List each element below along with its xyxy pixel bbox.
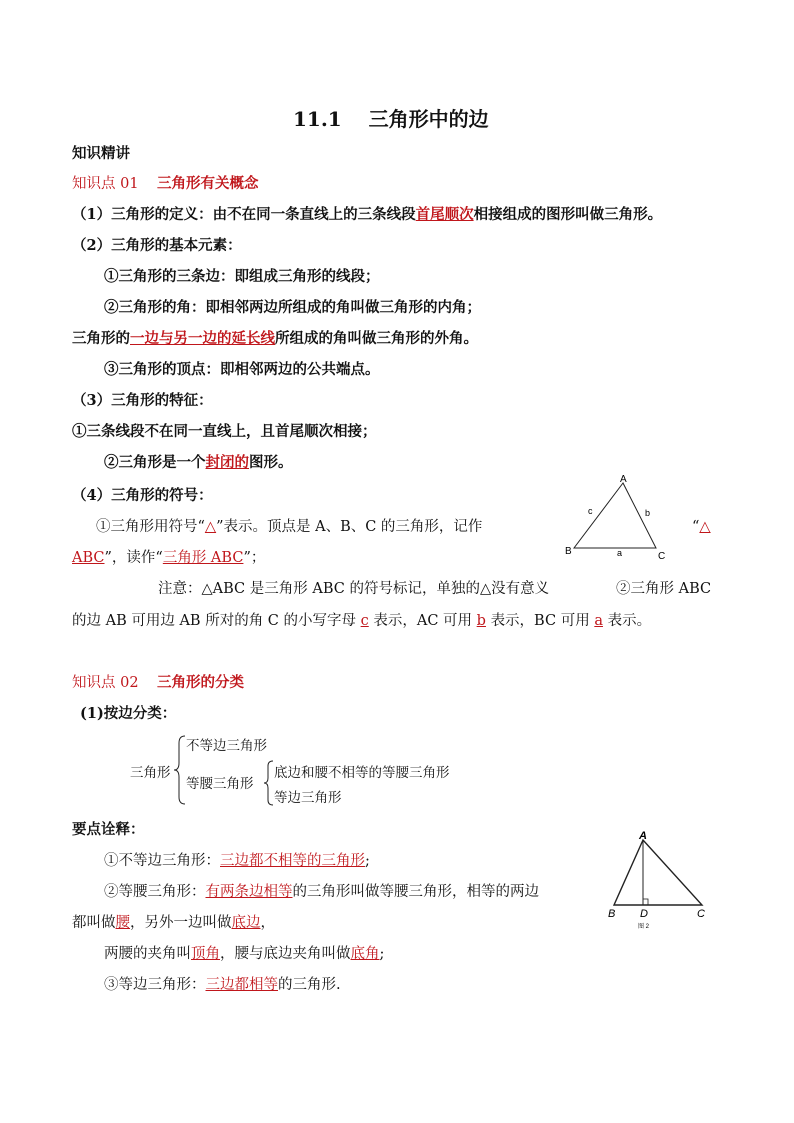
kp1-features-heading: （3）三角形的特征： <box>72 392 213 409</box>
text-fragment: 图形。 <box>249 454 293 471</box>
answer-blank: 底边 <box>231 915 261 931</box>
tree-isosceles-nonequal: 底边和腰不相等的等腰三角形 <box>274 765 450 781</box>
kp1-feature-1: ①三条线段不在同一直线上，且首尾顺次相接； <box>72 423 377 440</box>
text-fragment: ③等边三角形： <box>104 977 206 993</box>
kp1-elements-heading: （2）三角形的基本元素： <box>72 237 242 254</box>
vertex-a-label: A <box>639 830 647 842</box>
key-angles <box>104 944 384 964</box>
kp2-heading <box>72 673 244 693</box>
text-fragment: （1）三角形的定义：由不在同一条直线上的三条线段 <box>72 206 416 223</box>
vertex-c-label: C <box>658 551 666 562</box>
kp1-heading <box>72 174 259 194</box>
text-fragment: 表示。 <box>607 613 652 629</box>
side-b-label: b <box>645 508 651 518</box>
text-fragment: 表示，AC 可用 <box>373 613 473 629</box>
kp2-by-sides: (1)按边分类： <box>80 705 177 722</box>
kp1-definition <box>72 205 662 225</box>
answer-blank: 三边都不相等的三角形 <box>220 853 365 869</box>
text-fragment: 的边 AB 可用边 AB 所对的角 C 的小写字母 <box>72 613 357 629</box>
key-points-heading: 要点诠释： <box>72 821 145 838</box>
vertex-b-label: B <box>608 908 616 920</box>
text-fragment: 表示，BC 可用 <box>490 613 590 629</box>
figure-caption: 图 2 <box>638 924 650 930</box>
text-fragment: ; <box>365 853 370 869</box>
section-heading: 知识精讲 <box>72 145 130 162</box>
answer-blank: a <box>594 613 603 629</box>
answer-blank: 顶角 <box>191 946 220 962</box>
text-fragment: “ <box>692 519 700 535</box>
kp1-symbol-heading: （4）三角形的符号： <box>72 487 213 504</box>
answer-blank: △ <box>699 519 711 535</box>
tree-scalene: 不等边三角形 <box>186 738 267 754</box>
text-fragment: 的三角形. <box>278 977 341 993</box>
kp1-label: 知识点 01 <box>72 176 139 192</box>
answer-blank: b <box>476 613 486 629</box>
key-isosceles <box>104 882 539 902</box>
kp1-feature-2 <box>104 453 293 473</box>
kp1-side-notation <box>72 611 651 631</box>
tree-root: 三角形 <box>130 765 171 781</box>
kp1-element-sides: ①三角形的三条边：即组成三角形的线段； <box>104 268 380 285</box>
text-fragment: 的三角形叫做等腰三角形，相等的两边 <box>292 884 539 900</box>
answer-blank: 腰 <box>115 915 130 931</box>
kp2-label: 知识点 02 <box>72 675 139 691</box>
vertex-c-label: C <box>697 908 705 920</box>
answer-blank: 三边都相等 <box>205 977 278 993</box>
tree-isosceles: 等腰三角形 <box>186 776 254 792</box>
tree-equilateral: 等边三角形 <box>274 790 342 806</box>
key-legs <box>72 913 275 933</box>
kp1-name: 三角形有关概念 <box>157 175 259 192</box>
kp1-element-vertex: ③三角形的顶点：即相邻两边的公共端点。 <box>104 361 380 378</box>
answer-blank: c <box>360 613 369 629</box>
text-fragment: ①不等边三角形： <box>104 853 220 869</box>
text-fragment: 都叫做 <box>72 915 116 931</box>
triangle-abc-figure <box>560 470 676 564</box>
text-fragment: ①三角形用符号“ <box>96 519 205 535</box>
answer-blank: 三角形 ABC <box>162 550 244 566</box>
text-fragment: ，腰与底边夹角叫做 <box>220 946 351 962</box>
text-fragment: ②三角形是一个 <box>104 454 206 471</box>
kp1-symbol-quote <box>692 517 711 537</box>
answer-blank: △ <box>204 519 217 535</box>
vertex-d-label: D <box>640 908 648 920</box>
vertex-b-label: B <box>565 546 572 557</box>
answer-blank: ABC <box>72 550 105 566</box>
key-equilateral <box>104 975 341 995</box>
answer-blank: 封闭的 <box>205 454 249 471</box>
answer-blank: 首尾顺次 <box>415 206 474 223</box>
text-fragment: ， <box>260 915 275 931</box>
page-title: 11.1 三角形中的边 <box>293 107 489 131</box>
answer-blank: 底角 <box>350 946 380 962</box>
kp1-exterior-angle <box>72 329 478 349</box>
answer-blank: 一边与另一边的延长线 <box>130 330 275 347</box>
text-fragment: ，另外一边叫做 <box>130 915 232 931</box>
text-fragment: ②等腰三角形： <box>104 884 206 900</box>
kp1-note-2: ②三角形 ABC <box>616 581 712 597</box>
isosceles-triangle-figure <box>604 828 720 932</box>
text-fragment: 三角形的 <box>72 330 130 347</box>
key-scalene <box>104 851 370 871</box>
kp1-symbol-line2 <box>72 548 265 568</box>
side-a-label: a <box>617 548 623 558</box>
text-fragment: 相接组成的图形叫做三角形。 <box>473 206 663 223</box>
kp2-name: 三角形的分类 <box>157 674 244 691</box>
text-fragment: ”； <box>243 550 266 566</box>
text-fragment: ; <box>379 946 385 962</box>
answer-blank: 有两条边相等 <box>205 884 293 900</box>
side-c-label: c <box>588 506 593 516</box>
text-fragment: ”表示。顶点是 A、B、C 的三角形，记作 <box>216 519 483 535</box>
kp1-symbol-line1 <box>96 517 482 537</box>
text-fragment: 两腰的夹角叫 <box>104 946 191 962</box>
text-fragment: ”，读作“ <box>104 550 163 566</box>
kp1-note: 注意：△ABC 是三角形 ABC 的符号标记，单独的△没有意义 <box>158 581 550 597</box>
text-fragment: 所组成的角叫做三角形的外角。 <box>275 330 478 347</box>
vertex-a-label: A <box>620 474 627 485</box>
brace-icon <box>173 735 187 805</box>
kp1-element-angles: ②三角形的角：即相邻两边所组成的角叫做三角形的内角； <box>104 299 481 316</box>
